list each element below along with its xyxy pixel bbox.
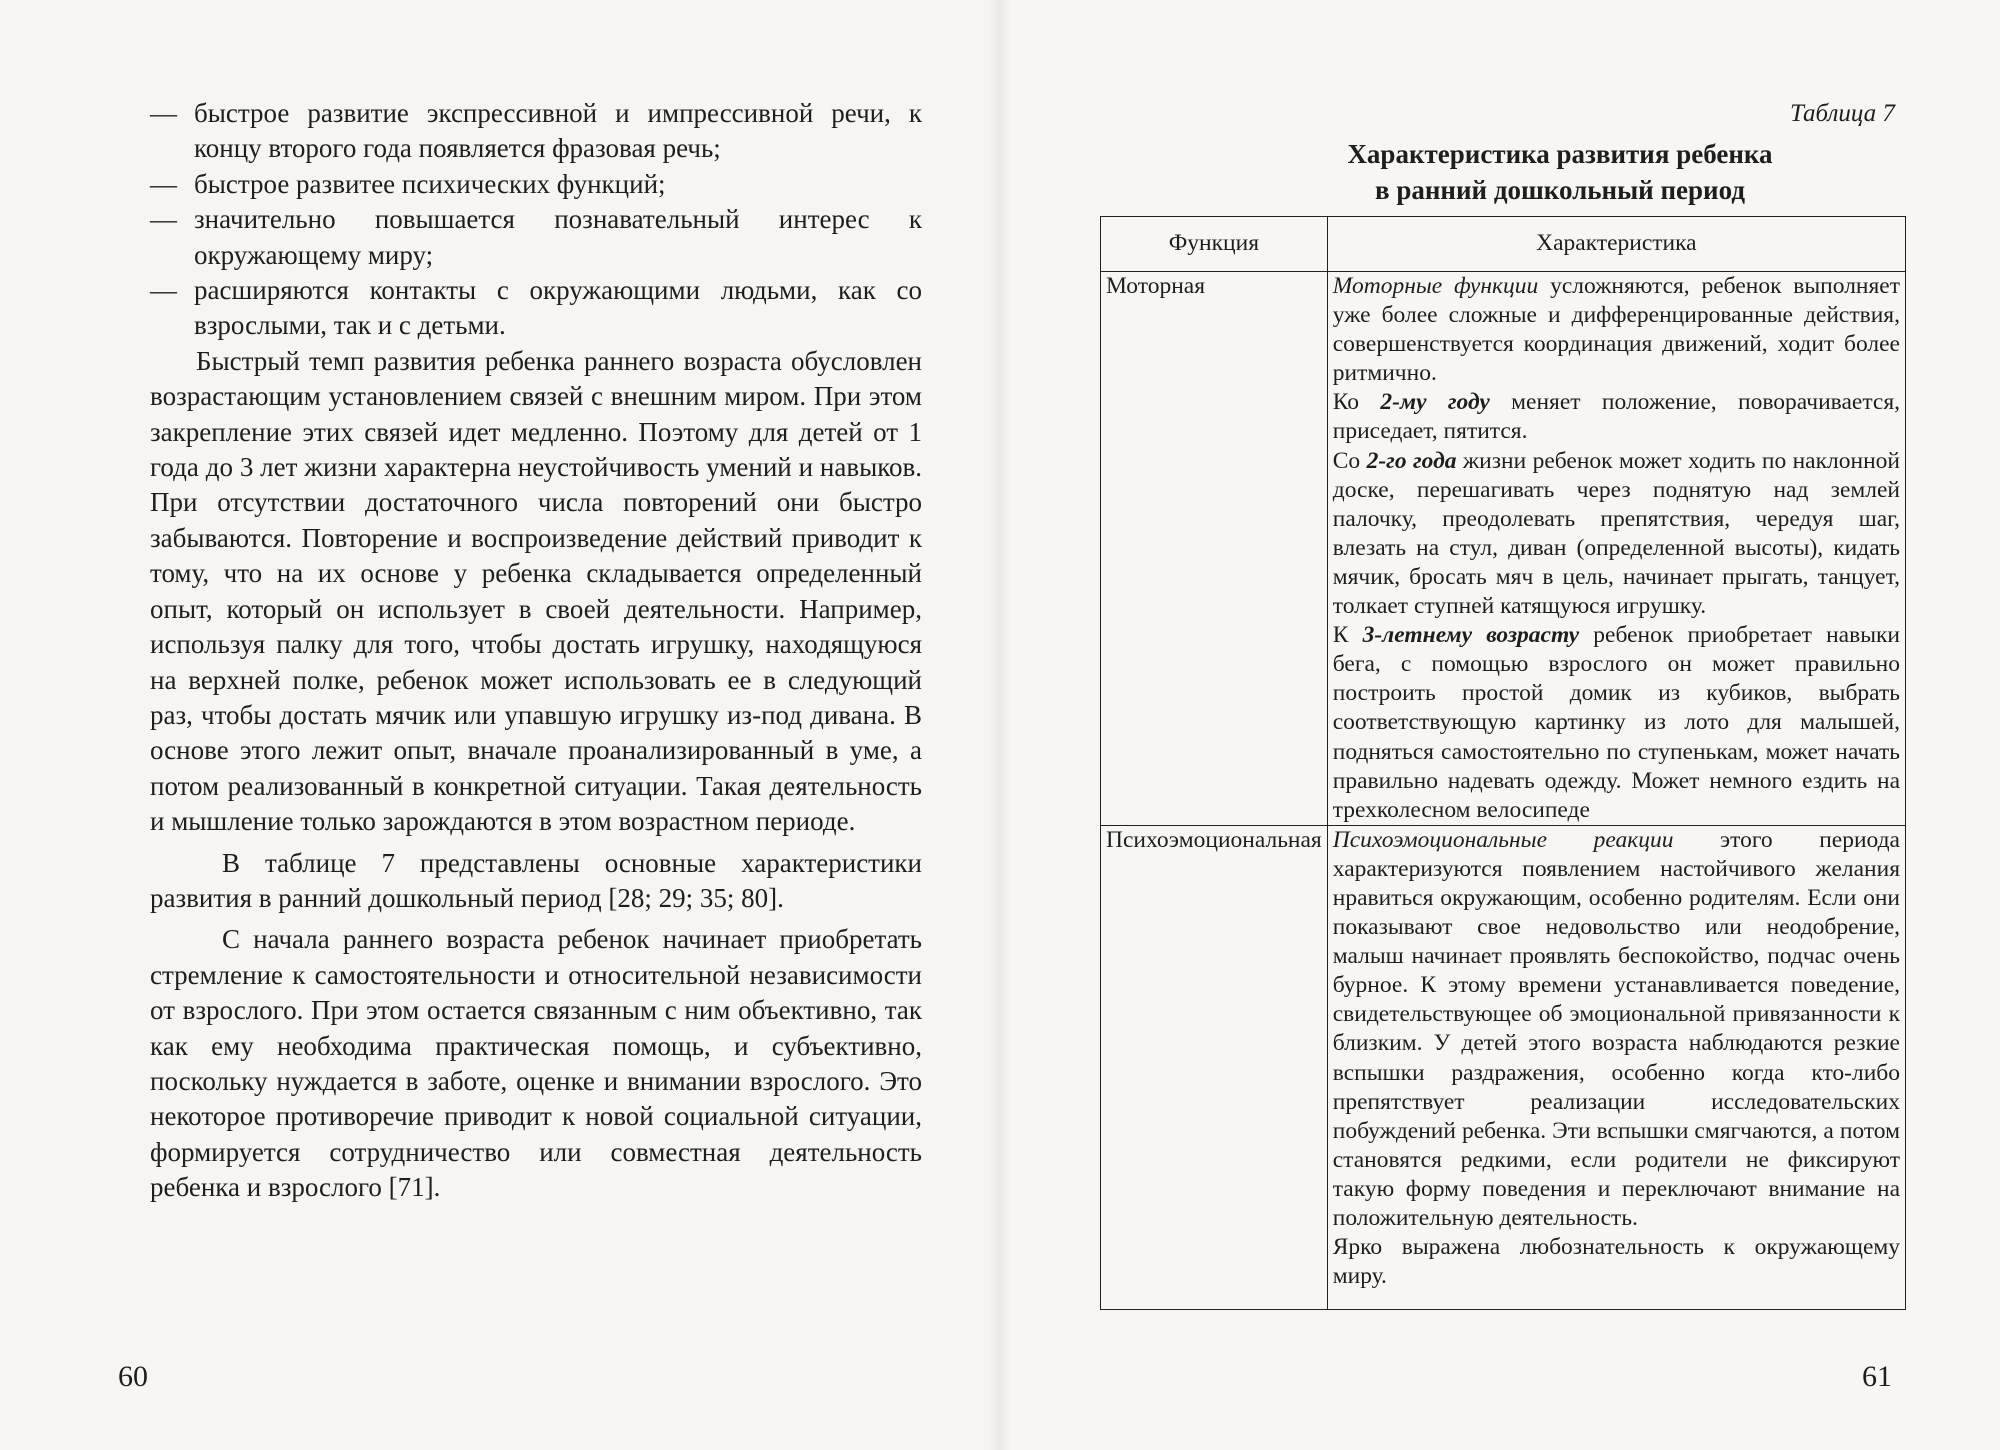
book-spine xyxy=(988,0,1012,1450)
table-title-line: Характеристика развития ребенка xyxy=(1347,139,1773,169)
header-function: Функция xyxy=(1101,217,1328,272)
characteristic-segment xyxy=(1333,826,1900,1233)
bullet-text: значительно повышается познавательный интерес к окружающему миру; xyxy=(194,204,922,270)
segment-lead: Ко xyxy=(1332,389,1381,416)
bullet-dash: — xyxy=(150,275,177,306)
table-title xyxy=(1100,136,1980,208)
body-paragraph: С начала раннего возраста ребенок начинает приобретать стремление к самостоятельности и относительной независимости от взрослого. При этом остается связанным с ним объективно, так как ему необходима практическая помощь, и субъективно, поскольку нуждается в заботе, оценке и внимании взрослого. Это некоторое противоречие приводит к новой социальной ситуации, формируется сотрудничество или совместная деятельность ребенка и взрослого [71]. xyxy=(150,924,922,1203)
bullet-dash: — xyxy=(150,168,177,199)
body-paragraph: Быстрый темп развития ребенка раннего возраста обусловлен возрастающим установлением связей с внешним миром. При этом закрепление этих связей идет медленно. Поэтому для детей от 1 года до 3 лет жизни характерна неустойчивость умений и навыков. При отсутствии достаточного числа повторений они быстро забываются. Повторение и воспроизведение действий приводит к тому, что на их основе у ребенка складывается определенный опыт, который он использует в своей деятельности. Например, используя палку для того, чтобы достать игрушку, находящуюся на верхней полке, ребенок может использовать ее в следующий раз, чтобы достать мячик или упавшую игрушку из-под дивана. В основе этого лежит опыт, вначале проанализированный в уме, а потом реализованный в конкретной ситуации. Такая деятельность и мышление только зарождаются в этом возрастном периоде. xyxy=(150,345,922,837)
characteristic-segment xyxy=(1333,447,1900,622)
left-page-text xyxy=(150,96,922,1206)
term-emphasis: Моторные функции xyxy=(1332,273,1539,299)
body-paragraph: В таблице 7 представлены основные характеристики развития в ранний дошкольный период [28; 29; 35; 80]. xyxy=(150,847,922,913)
page-number-right: 61 xyxy=(1862,1360,1892,1393)
term-emphasis: 2-му году xyxy=(1380,389,1490,416)
row-function-psycho: Психоэмоциональная xyxy=(1101,825,1328,1310)
term-emphasis: 2-го года xyxy=(1366,447,1457,474)
bullet-text: быстрое развитие экспрессивной и импрессивной речи, к концу второго года появляется фразовая речь; xyxy=(194,98,922,164)
bullet-item xyxy=(150,273,922,344)
header-characteristic: Характеристика xyxy=(1327,217,1905,272)
characteristics-table xyxy=(1100,216,1906,1310)
term-emphasis: Психоэмоциональные реакции xyxy=(1332,826,1674,853)
bullet-text: быстрое развитее психических функций; xyxy=(194,168,666,199)
characteristic-segment: Ярко выражена любознательность к окружающему миру. xyxy=(1332,1234,1900,1290)
segment-text: жизни ребенок может ходить по наклонной доске, перешагивать через поднятую над землей палочку, преодолевать препятствия, чередуя шаг, влезать на стул, диван (определенной высоты), кидать мячик, бросать мяч в цель, начинает прыгать, танцует, толкает ступней катящуюся игрушку. xyxy=(1332,447,1900,620)
row-characteristic-psycho xyxy=(1327,825,1905,1310)
segment-text: усложняются, ребенок выполняет уже более сложные и дифференцированные действия, совершенствуется координация движений, ходит более ритмично. xyxy=(1332,273,1901,387)
characteristic-segment xyxy=(1333,388,1900,446)
table-row xyxy=(1101,825,1906,1310)
characteristic-segment xyxy=(1333,272,1900,388)
term-emphasis: 3-летнему возрасту xyxy=(1362,622,1580,649)
page-number-left: 60 xyxy=(118,1360,148,1393)
row-characteristic-motor xyxy=(1327,272,1905,826)
bullet-item xyxy=(150,167,922,202)
bullet-dash: — xyxy=(150,98,177,128)
segment-lead: К xyxy=(1332,622,1363,649)
segment-text: ребенок приобретает навыки бега, с помощью взрослого он может правильно построить простой домик из кубиков, выбрать соответствующую картинку из лото для малышей, подняться самостоятельно по ступенькам, может начать правильно надевать одежду. Может немного ездить на трехколесном велосипеде xyxy=(1332,622,1900,823)
table-label: Таблица 7 xyxy=(1790,100,1895,127)
table-header-row xyxy=(1101,217,1906,272)
table-row xyxy=(1101,272,1906,826)
segment-text: меняет положение, поворачивается, приседает, пятится. xyxy=(1332,389,1900,445)
characteristic-segment xyxy=(1333,621,1900,825)
segment-lead: Со xyxy=(1332,447,1367,474)
bullet-item xyxy=(150,202,922,273)
segment-text: этого периода характеризуются появлением настойчивого желания нравиться окружающим, особенно родителям. Если они показывают свое недовольство или неодобрение, малыш начинает проявлять беспокойство, подчас очень бурное. К этому времени устанавливается поведение, свидетельствующее об эмоциональной привязанности к близким. У детей этого возраста наблюдаются резкие вспышки раздражения, особенно когда кто-либо препятствует реализации исследовательских побуждений ребенка. Эти вспышки смягчаются, а потом становятся редкими, если родители не фиксируют такую форму поведения и переключают внимание на положительную деятельность. xyxy=(1332,826,1900,1231)
bullet-item xyxy=(150,96,922,167)
table-title-line: в ранний дошкольный период xyxy=(1375,175,1745,205)
bullet-text: расширяются контакты с окружающими людьми, как со взрослыми, так и с детьми. xyxy=(194,275,922,341)
bullet-dash: — xyxy=(150,204,177,235)
row-function-motor: Моторная xyxy=(1101,272,1328,826)
